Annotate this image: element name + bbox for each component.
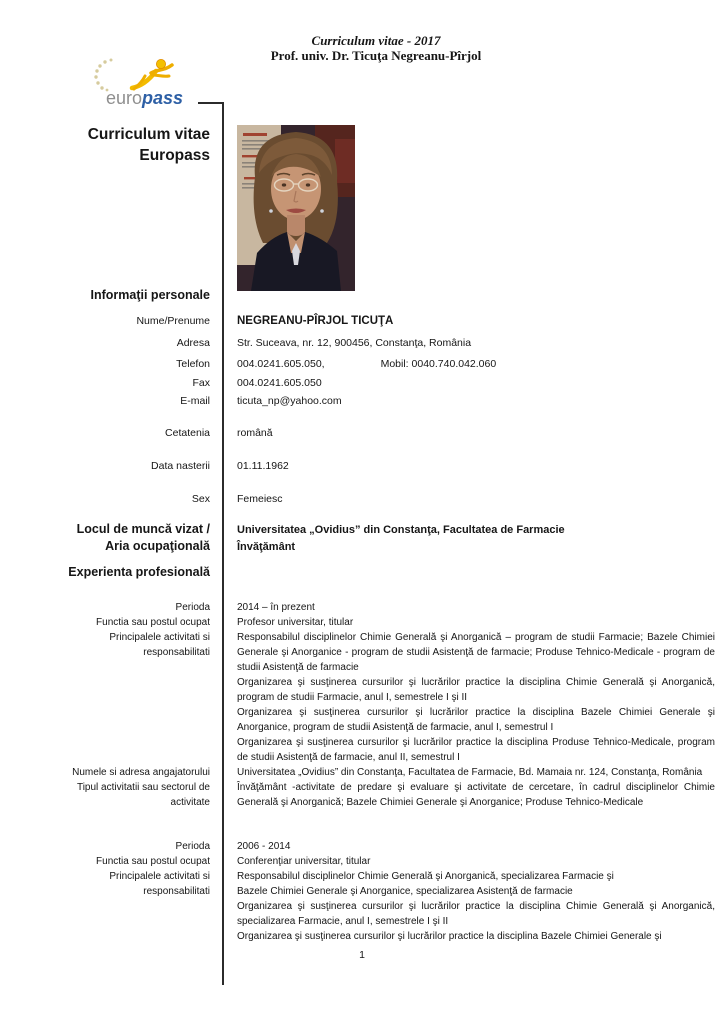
period-label: Perioda bbox=[175, 602, 210, 613]
position-label: Functia sau postul ocupat bbox=[96, 856, 210, 867]
job-target-label-line1: Locul de muncă vizat / bbox=[76, 522, 210, 536]
portrait-photo bbox=[237, 125, 355, 291]
experience-entry-1 bbox=[0, 600, 724, 810]
fax-value: 004.0241.605.050 bbox=[237, 377, 322, 389]
layout-connector-line bbox=[198, 102, 223, 104]
activities-row bbox=[0, 630, 724, 765]
address-label: Adresa bbox=[176, 337, 210, 349]
name-label: Nume/Prenume bbox=[136, 315, 210, 327]
europass-dots-icon bbox=[94, 59, 112, 92]
phone-landline: 004.0241.605.050, bbox=[237, 358, 325, 370]
activities-label: Principalele activitati si responsabilitati bbox=[109, 871, 210, 897]
section-heading-experience: Experienta profesională bbox=[68, 565, 210, 579]
activity-item: Responsabilul disciplinelor Chimie Generală şi Anorganică, specializarea Farmacie şi bbox=[237, 871, 614, 882]
position-label: Functia sau postul ocupat bbox=[96, 617, 210, 628]
activities-list bbox=[223, 869, 715, 944]
sex-value: Femeiesc bbox=[237, 493, 283, 505]
employer-value: Universitatea „Ovidius” din Constanţa, Facultatea de Farmacie, Bd. Mamaia nr. 124, Constanţa, România bbox=[237, 767, 703, 778]
activity-item: Responsabilul disciplinelor Chimie Generală şi Anorganică – program de studii Farmacie; Bazele Chimiei Generale şi Anorganice - program de studii Asistenţă de farmacie; Produse Tehnico-Medicale - program de studii Asistenţă de farmacie bbox=[237, 632, 715, 673]
email-value: ticuta_np@yahoo.com bbox=[237, 395, 342, 407]
header-author-line: Prof. univ. Dr. Ticuţa Negreanu-Pîrjol bbox=[270, 48, 482, 63]
job-target-label-line2: Aria ocupaţională bbox=[105, 539, 210, 553]
sector-label: Tipul activitatii sau sectorul de activitate bbox=[76, 782, 210, 808]
personal-row-birthdate bbox=[0, 459, 724, 473]
cv-title-line1: Curriculum vitae bbox=[87, 126, 210, 143]
sex-label: Sex bbox=[191, 493, 210, 505]
job-target-value-line2: Învăţământ bbox=[237, 541, 296, 553]
email-label: E-mail bbox=[180, 395, 210, 407]
personal-row-sex bbox=[0, 492, 724, 506]
phone-value bbox=[223, 357, 715, 371]
personal-row-phone bbox=[0, 357, 724, 371]
position-row bbox=[0, 854, 724, 869]
birthdate-label: Data nasterii bbox=[151, 460, 210, 472]
period-value: 2014 – în prezent bbox=[237, 602, 315, 613]
page-number: 1 bbox=[359, 949, 365, 961]
activity-item: Organizarea şi susţinerea cursurilor şi lucrărilor practice la disciplina Bazele Chimiei Generale şi Anorganice, program de studii Asistenţă de farmacie, anul I, semestrul I bbox=[237, 707, 715, 733]
cv-title bbox=[0, 124, 210, 166]
europass-logo bbox=[88, 58, 218, 116]
europass-logo-text bbox=[106, 88, 183, 109]
personal-row-citizenship bbox=[0, 426, 724, 440]
birthdate-value: 01.11.1962 bbox=[237, 460, 289, 472]
personal-row-address bbox=[0, 336, 724, 350]
activity-item: Organizarea şi susţinerea cursurilor şi lucrărilor practice la disciplina Bazele Chimiei Generale şi bbox=[237, 931, 662, 942]
europass-star-icon bbox=[88, 58, 218, 92]
job-target-value-line1: Universitatea „Ovidius” din Constanţa, Facultatea de Farmacie bbox=[237, 524, 565, 536]
sector-row bbox=[0, 780, 724, 810]
activities-row bbox=[0, 869, 724, 944]
position-row bbox=[0, 615, 724, 630]
name-value: NEGREANU-PÎRJOL TICUŢA bbox=[237, 315, 394, 327]
citizenship-value: română bbox=[237, 427, 273, 439]
period-label: Perioda bbox=[175, 841, 210, 852]
position-value: Conferenţiar universitar, titular bbox=[237, 856, 371, 867]
position-value: Profesor universitar, titular bbox=[237, 617, 354, 628]
personal-row-name bbox=[0, 314, 724, 328]
period-row bbox=[0, 839, 724, 854]
period-row bbox=[0, 600, 724, 615]
employer-label: Numele si adresa angajatorului bbox=[72, 767, 210, 778]
job-target-label bbox=[0, 521, 210, 555]
cv-title-line2: Europass bbox=[139, 147, 210, 164]
personal-row-fax bbox=[0, 376, 724, 390]
period-value: 2006 - 2014 bbox=[237, 841, 291, 852]
section-heading-personal-info: Informaţii personale bbox=[90, 288, 210, 302]
job-target-value bbox=[237, 522, 707, 556]
experience-entry-2 bbox=[0, 839, 724, 944]
header-title-line: Curriculum vitae - 2017 bbox=[311, 33, 441, 48]
phone-label: Telefon bbox=[176, 358, 210, 370]
address-value: Str. Suceava, nr. 12, 900456, Constanţa, România bbox=[237, 337, 472, 349]
activity-item: Organizarea şi susţinerea cursurilor şi lucrărilor practice la disciplina Chimie Generală şi Anorganică, program de studii Farmacie, anul I, semestrele I şi II bbox=[237, 677, 715, 703]
personal-row-email bbox=[0, 394, 724, 408]
activities-list bbox=[223, 630, 715, 765]
sector-value: Învăţământ -activitate de predare şi evaluare şi activitate de cercetare, în cadrul disciplinelor Chimie Generală şi Anorganică; Bazele Chimiei Generale şi Anorganice; Produse Tehnico-Medicale bbox=[237, 782, 715, 808]
logo-text-pass: pass bbox=[142, 88, 184, 108]
activity-item: Organizarea şi susţinerea cursurilor şi lucrărilor practice la disciplina Produse Tehnico-Medicale, program de studii Asistenţă de farmacie, anul II, semestrul I bbox=[237, 737, 715, 763]
activities-label: Principalele activitati si responsabilitati bbox=[109, 632, 210, 658]
employer-row bbox=[0, 765, 724, 780]
fax-label: Fax bbox=[192, 377, 210, 389]
citizenship-label: Cetatenia bbox=[165, 427, 210, 439]
activity-item: Organizarea şi susţinerea cursurilor şi lucrărilor practice la disciplina Chimie Generală şi Anorganică, specializarea Farmacie, anul I, semestrele I şi II bbox=[237, 901, 715, 927]
activity-item: Bazele Chimiei Generale şi Anorganice, specializarea Asistenţă de farmacie bbox=[237, 886, 573, 897]
phone-mobile: Mobil: 0040.740.042.060 bbox=[380, 358, 497, 370]
logo-text-euro: euro bbox=[106, 88, 143, 108]
